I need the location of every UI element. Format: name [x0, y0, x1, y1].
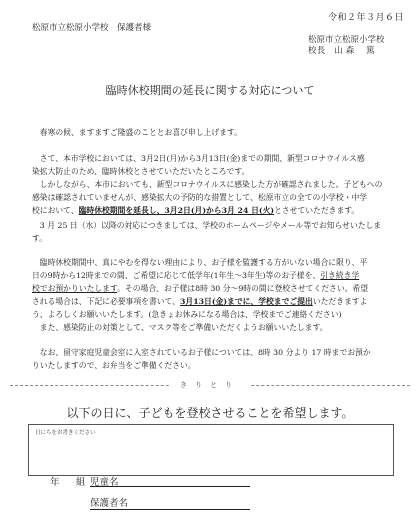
cut-label: きりとり	[170, 380, 250, 390]
greeting-paragraph: 春寒の候、ますますご隆盛のこととお喜び申し上げます。	[32, 128, 242, 137]
recipient: 松原市立松原小学校 保護者様	[32, 23, 152, 33]
paragraph-line: 染拡大防止のため、臨時休校とさせていただいたところです。	[32, 167, 250, 176]
paragraph-line: 3 月 25 日（水）以降の対応につきましては、学校のホームページやメール等でお知らせいたしま	[32, 221, 382, 230]
child-name-field[interactable]	[90, 486, 250, 487]
paragraph-line: さて、本市学校においては、3月2日(月)から3月13日(金)までの期間、新型コロナウイルス感	[32, 154, 365, 163]
grade-label: 年	[50, 477, 60, 488]
paragraph-line: 校において、臨時休校期間を延長し、3月2日(月)から3月 24 日(火)とさせていただきます。	[32, 206, 360, 215]
letter-date: 令和２年３月６日	[327, 13, 404, 23]
paragraph-line: また、感染防止の対策として、マスク等をご準備いただくようお願いいたします。	[32, 323, 328, 332]
child-name-label: 児童名	[90, 477, 119, 488]
class-label: 組	[76, 477, 86, 488]
paragraph-line: なお、留守家庭児童会室に入室されているお子様については、8時 30 分より 17 時までお預か	[32, 348, 371, 357]
guardian-name-label: 保護者名	[90, 498, 129, 509]
paragraph-line: す。	[32, 234, 47, 243]
paragraph-line: 校でお預かりいたします。その場合、お子様は8時 30 分～9時の間に登校させてください。希望	[32, 284, 369, 293]
paragraph-line: 日の9時から12時までの間、ご希望に応じて低学年(1年生～3年生)等のお子様を、引き続き学	[32, 271, 360, 280]
paragraph-line: 臨時休校期間中、真にやむを得ない理由により、お子様を監護する方がいない場合に限り、平	[32, 258, 368, 267]
date-entry-box[interactable]	[28, 424, 394, 476]
sender-school: 松原市立松原小学校	[308, 35, 385, 45]
paragraph-line: される場合は、下記に必要事項を書いて、3月13日(金)までに、学校までご提出いただきますよ	[32, 297, 368, 306]
sender-principal: 校長 山 森 篤	[308, 46, 375, 56]
document-title: 臨時休校期間の延長に関する対応について	[105, 84, 315, 97]
paragraph-line: 感染は確認されていませんが、感染拡大の予防的な措置として、松原市立の全ての小学校・中学	[32, 193, 368, 202]
paragraph-line: う、よろしくお願いいたします。(急きょお休みになる場合は、学校までご連絡ください)	[32, 310, 342, 319]
submission-deadline: 3月13日(金)までに、学校までご提出	[179, 297, 313, 306]
date-entry-label: 日にちをお書きください	[35, 430, 96, 436]
extension-period: 臨時休校期間を延長し、3月2日(月)から3月 24 日(火)	[78, 206, 275, 215]
paragraph-line: しかしながら、本市においても、新型コロナウイルスに感染した方が確認されました。子どもへの	[32, 180, 383, 189]
form-heading: 以下の日に、子どもを登校させることを希望します。	[66, 406, 354, 420]
paragraph-line: りいたしますので、お弁当をご準備ください。	[32, 361, 196, 370]
guardian-name-field[interactable]	[90, 509, 250, 510]
